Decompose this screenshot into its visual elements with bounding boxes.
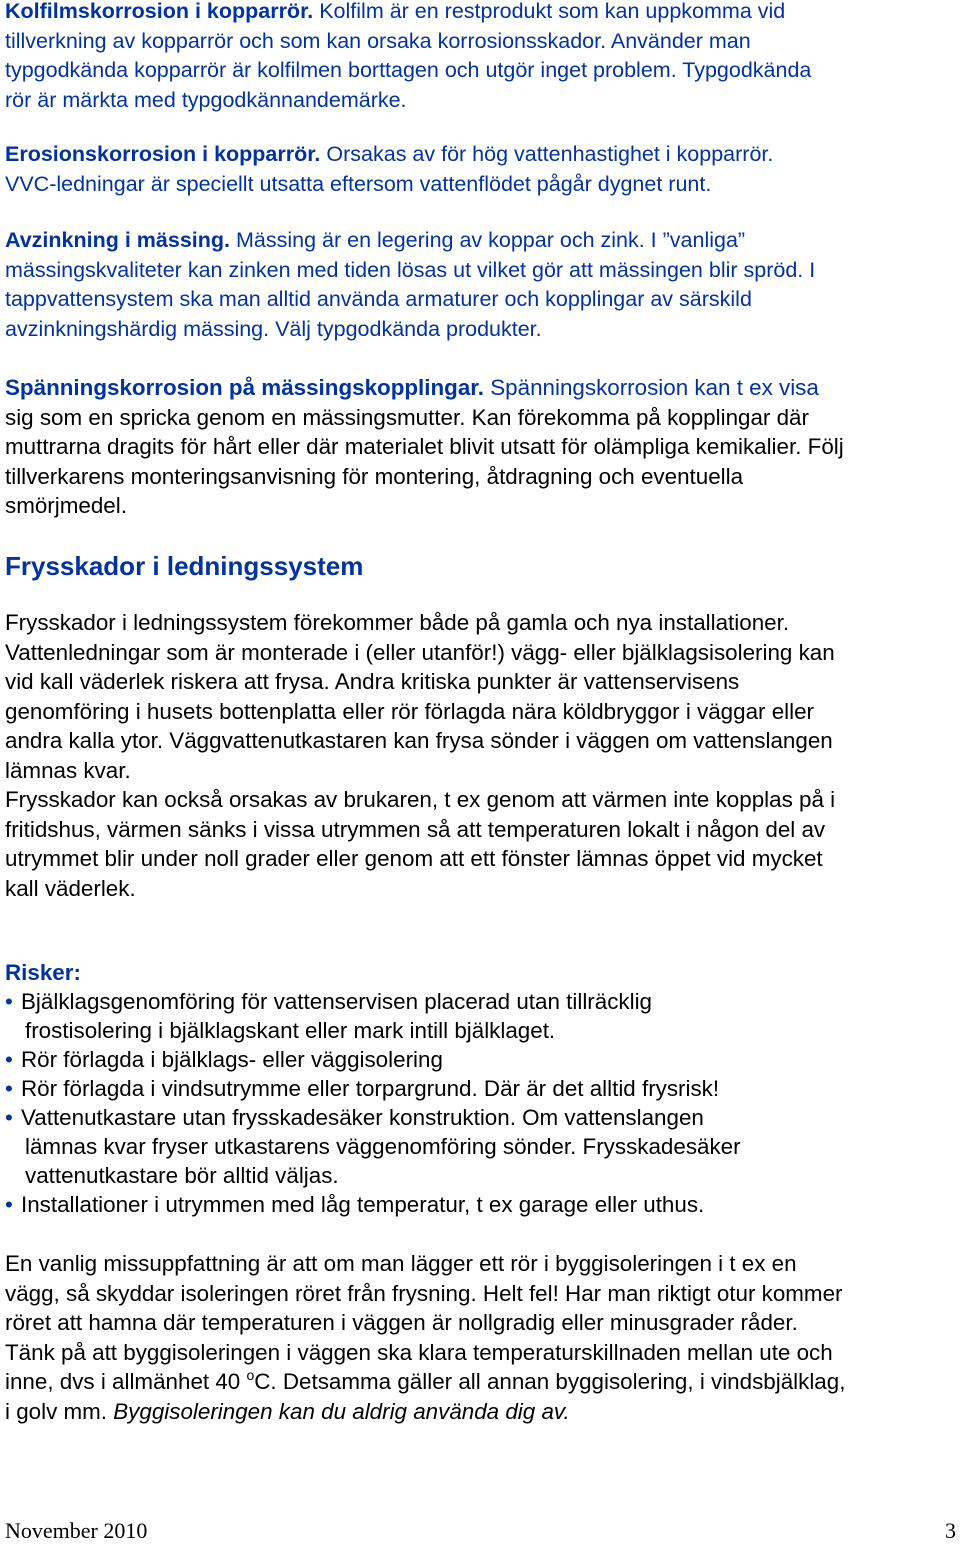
list-item-text: Rör förlagda i vindsutrymme eller torpargrund. Där är det alltid frysrisk!	[21, 1076, 720, 1101]
paragraph-line: Vattenledningar som är monterade i (eller utanför!) vägg- eller bjälklagsisolering kan	[5, 639, 835, 665]
list-item-text: frostisolering i bjälklagskant eller mark intill bjälklaget.	[25, 1018, 556, 1043]
paragraph-line: i golv mm.	[5, 1398, 114, 1424]
list-item-text: Installationer i utrymmen med låg temperatur, t ex garage eller uthus.	[21, 1192, 705, 1217]
section-text: tillverkning av kopparrör och som kan orsaka korrosionsskador. Använder man	[5, 28, 751, 53]
italic-emphasis: Byggisoleringen kan du aldrig använda dig av.	[113, 1398, 570, 1424]
paragraph-line: utrymmet blir under noll grader eller genom att ett fönster lämnas öppet vid mycket	[5, 846, 823, 871]
section-text: typgodkända kopparrör är kolfilmen borttagen och utgör inget problem. Typgodkända	[5, 58, 812, 82]
section-text: Orsakas av för hög vattenhastighet i kopparrör.	[326, 142, 774, 166]
paragraph-line: vid kall väderlek riskera att frysa. Andra kritiska punkter är vattenservisens	[5, 669, 740, 694]
bullet-icon: •	[5, 1105, 13, 1130]
section-title: Kolfilmskorrosion i kopparrör.	[5, 0, 314, 23]
paragraph-line: vägg, så skyddar isoleringen röret från frysning. Helt fel! Har man riktigt otur kommer	[5, 1280, 843, 1306]
paragraph-line: lämnas kvar.	[5, 757, 131, 783]
section-kolfilm	[5, 0, 955, 115]
list-item	[5, 1103, 955, 1190]
list-item-text: Bjälklagsgenomföring för vattenservisen placerad utan tillräcklig	[21, 989, 652, 1014]
paragraph-line: Tänk på att byggisoleringen i väggen ska klara temperaturskillnaden mellan ute och	[5, 1339, 833, 1365]
paragraph-line: genomföring i husets bottenplatta eller rör förlagda nära köldbryggor i väggar eller	[5, 698, 815, 724]
frost-paragraph	[5, 608, 955, 903]
section-text: sig som en spricka genom en mässingsmutter. Kan förekomma på kopplingar där	[5, 404, 809, 430]
bullet-icon: •	[5, 1047, 13, 1072]
paragraph-line: Frysskador i ledningssystem förekommer både på gamla och nya installationer.	[5, 610, 790, 635]
paragraph-line: kall väderlek.	[5, 875, 136, 901]
paragraph-line: inne, dvs i allmänhet 40	[5, 1369, 247, 1394]
section-text: Kolfilm är en restprodukt som kan uppkomma vid	[319, 0, 786, 23]
bullet-icon: •	[5, 989, 13, 1014]
list-item-text: vattenutkastare bör alltid väljas.	[25, 1163, 339, 1188]
list-item-text: lämnas kvar fryser utkastarens väggenomföring sönder. Frysskadesäker	[25, 1134, 741, 1159]
page-number: 3	[945, 1518, 956, 1543]
section-text: Mässing är en legering av koppar och zink. I ”vanliga”	[235, 228, 746, 252]
section-text: smörjmedel.	[5, 493, 127, 518]
paragraph-line: En vanlig missuppfattning är att om man lägger ett rör i byggisoleringen i t ex en	[5, 1251, 797, 1276]
section-erosion	[5, 140, 955, 199]
list-item-text: Vattenutkastare utan frysskadesäker konstruktion. Om vattenslangen	[21, 1105, 704, 1130]
section-text: mässingskvaliteter kan zinken med tiden lösas ut vilket gör att mässingen blir spröd. I	[5, 257, 816, 282]
list-item-text: Rör förlagda i bjälklags- eller väggisolering	[21, 1047, 443, 1072]
section-text: tillverkarens monteringsanvisning för montering, åtdragning och eventuella	[5, 463, 744, 489]
list-item	[5, 987, 955, 1045]
section-text: tappvattensystem ska man alltid använda armaturer och kopplingar av särskild	[5, 287, 752, 311]
section-title: Spänningskorrosion på mässingskopplingar.	[5, 375, 485, 400]
bullet-icon: •	[5, 1076, 13, 1101]
paragraph-line: fritidshus, värmen sänks i vissa utrymmen så att temperaturen lokalt i någon del av	[5, 816, 826, 842]
section-title: Erosionskorrosion i kopparrör.	[5, 142, 321, 166]
paragraph-line: andra kalla ytor. Väggvattenutkastaren kan frysa sönder i väggen om vattenslangen	[5, 728, 833, 753]
section-text: avzinkningshärdig mässing. Välj typgodkända produkter.	[5, 316, 542, 341]
list-item	[5, 1190, 955, 1219]
page-heading: Frysskador i ledningssystem	[5, 551, 364, 581]
section-spanningskorrosion	[5, 373, 955, 521]
section-text: Spänningskorrosion kan t ex visa	[490, 375, 819, 400]
paragraph-line: C. Detsamma gäller all annan byggisolering, i vindsbjälklag,	[254, 1369, 846, 1394]
list-item	[5, 1045, 955, 1074]
paragraph-line: röret att hamna där temperaturen i väggen är nollgradig eller minusgrader råder.	[5, 1310, 798, 1335]
section-text: VVC-ledningar är speciellt utsatta eftersom vattenflödet pågår dygnet runt.	[5, 171, 712, 196]
section-avzinkning	[5, 226, 955, 344]
list-item	[5, 1074, 955, 1103]
risks-title: Risker:	[5, 960, 81, 985]
risks-list	[5, 987, 955, 1219]
closing-paragraph	[5, 1249, 955, 1426]
paragraph-line: Frysskador kan också orsakas av brukaren, t ex genom att värmen inte kopplas på i	[5, 787, 836, 812]
degree-superscript: o	[246, 1367, 255, 1383]
footer-date: November 2010	[5, 1518, 148, 1543]
section-text: rör är märkta med typgodkännandemärke.	[5, 87, 407, 112]
section-text: muttrarna dragits för hårt eller där materialet blivit utsatt för olämpliga kemikalier. Följ	[5, 434, 844, 459]
bullet-icon: •	[5, 1192, 13, 1217]
section-title: Avzinkning i mässing.	[5, 228, 230, 252]
